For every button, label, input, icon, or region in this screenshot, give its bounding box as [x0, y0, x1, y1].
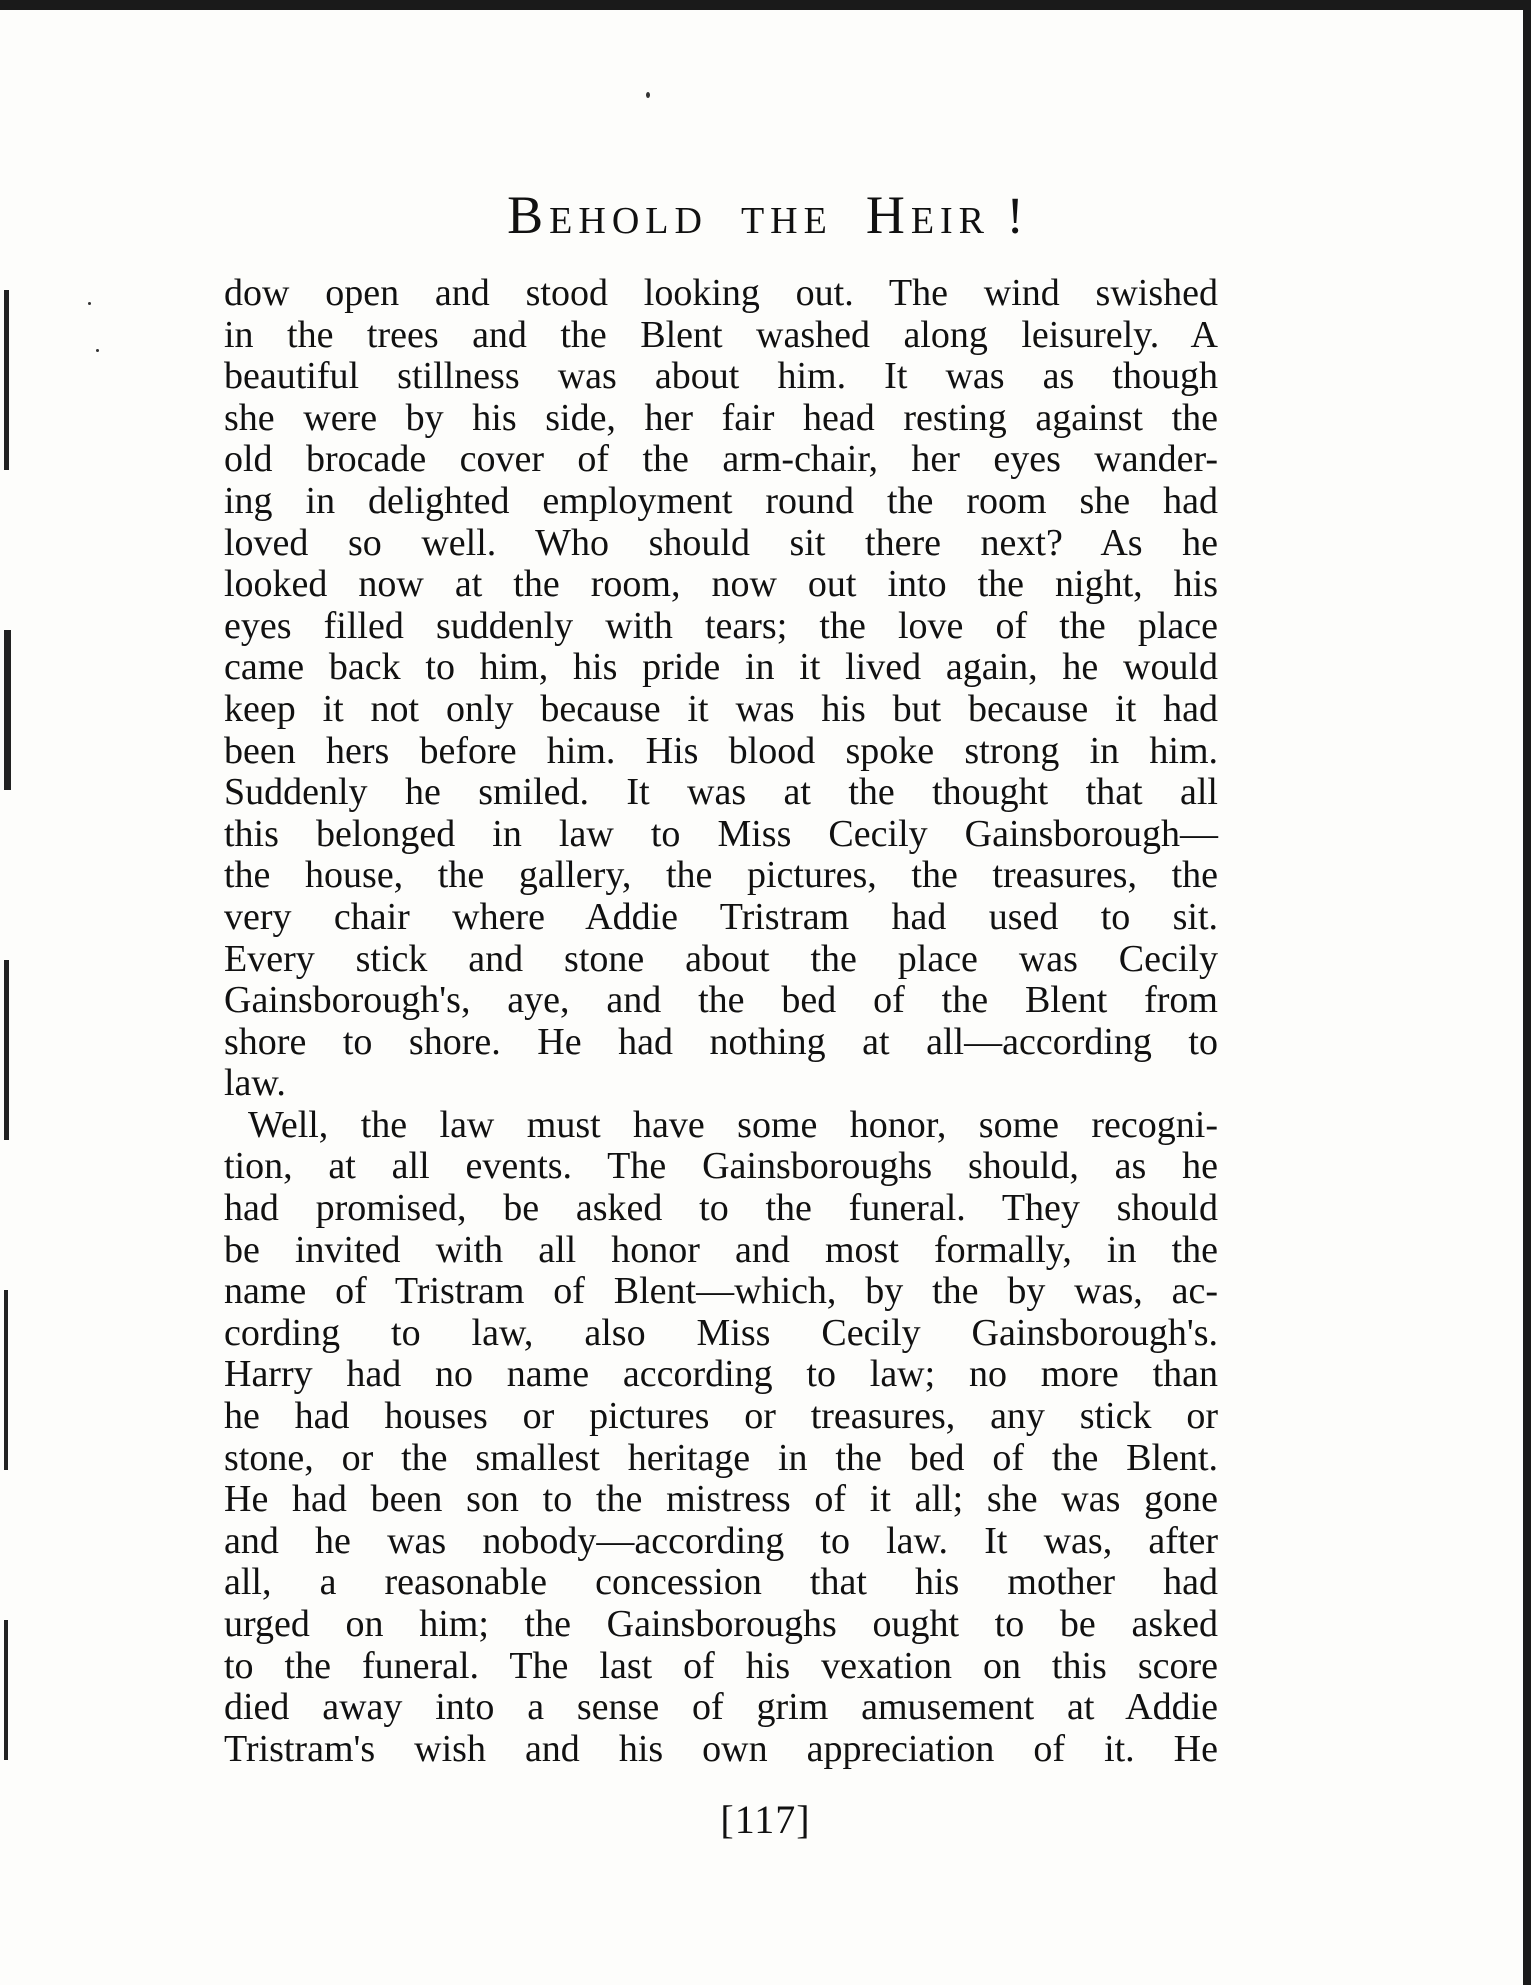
- page-number: [117]: [720, 1797, 811, 1842]
- paragraph: [224, 1105, 1218, 1771]
- text-line: eyes filled suddenly with tears; the love of the place: [224, 604, 1218, 647]
- text-line: had promised, be asked to the funeral. They should: [224, 1187, 1218, 1230]
- text-line: loved so well. Who should sit there next? As he: [224, 521, 1218, 564]
- text-line: urged on him; the Gainsboroughs ought to be asked: [224, 1603, 1218, 1645]
- text-line: looked now at the room, now out into the night, his: [224, 563, 1218, 606]
- running-head-word: EHOLD: [549, 200, 708, 242]
- text-line: Every stick and stone about the place was Cecily: [224, 937, 1218, 980]
- text-line: to the funeral. The last of his vexation on this score: [224, 1644, 1218, 1687]
- text-line: dow open and stood looking out. The wind swished: [224, 272, 1218, 314]
- text-line: be invited with all honor and most formally, in the: [224, 1228, 1218, 1271]
- running-head-punct: !: [1006, 188, 1024, 245]
- text-line: she were by his side, her fair head resting against the: [224, 396, 1218, 439]
- text-line: in the trees and the Blent washed along leisurely. A: [224, 313, 1218, 356]
- text-line: shore to shore. He had nothing at all—according to: [224, 1020, 1218, 1063]
- text-line: the house, the gallery, the pictures, the treasures, the: [224, 854, 1218, 897]
- text-line: name of Tristram of Blent—which, by the by was, ac-: [224, 1270, 1218, 1313]
- text-line: and he was nobody—according to law. It was, after: [224, 1519, 1218, 1562]
- scan-edge-mark: [4, 1290, 8, 1470]
- running-head: [0, 185, 1531, 245]
- scan-speck: [96, 349, 99, 352]
- text-line: Well, the law must have some honor, some recogni-: [248, 1103, 1218, 1146]
- text-line: he had houses or pictures or treasures, any stick or: [224, 1395, 1218, 1438]
- text-line: Tristram's wish and his own appreciation of it. He: [224, 1727, 1218, 1770]
- text-line: stone, or the smallest heritage in the bed of the Blent.: [224, 1436, 1218, 1479]
- running-head-word: THE: [740, 200, 833, 242]
- running-head-initial: H: [865, 185, 911, 245]
- text-line: died away into a sense of grim amusement at Addie: [224, 1686, 1218, 1729]
- text-line: came back to him, his pride in it lived again, he would: [224, 646, 1218, 689]
- body-text: [224, 273, 1218, 1770]
- text-line: tion, at all events. The Gainsboroughs should, as he: [224, 1145, 1218, 1188]
- scan-edge-mark: [4, 630, 11, 790]
- scan-speck: [646, 92, 650, 98]
- text-line: Harry had no name according to law; no more than: [224, 1353, 1218, 1396]
- running-head-initial: B: [507, 185, 550, 245]
- text-line: old brocade cover of the arm-chair, her eyes wander-: [224, 438, 1218, 481]
- running-head-word: EIR: [910, 200, 991, 242]
- text-line: very chair where Addie Tristram had used to sit.: [224, 895, 1218, 938]
- scan-edge-mark: [4, 960, 9, 1140]
- text-line: this belonged in law to Miss Cecily Gainsborough—: [224, 812, 1218, 855]
- text-line: beautiful stillness was about him. It was as though: [224, 355, 1218, 398]
- scan-edge-mark: [4, 290, 9, 470]
- text-line: Suddenly he smiled. It was at the thought that all: [224, 771, 1218, 814]
- paragraph: [224, 273, 1218, 1105]
- text-line: ing in delighted employment round the room she had: [224, 479, 1218, 522]
- text-line: all, a reasonable concession that his mother had: [224, 1561, 1218, 1604]
- text-line: cording to law, also Miss Cecily Gainsborough's.: [224, 1311, 1218, 1354]
- text-line: been hers before him. His blood spoke strong in him.: [224, 729, 1218, 772]
- scan-edge-mark: [4, 1620, 8, 1760]
- text-line: Gainsborough's, aye, and the bed of the Blent from: [224, 979, 1218, 1022]
- scan-border-right: [1523, 0, 1531, 1985]
- text-line: keep it not only because it was his but because it had: [224, 687, 1218, 730]
- text-line: law.: [224, 1062, 286, 1105]
- scan-border-top: [0, 0, 1531, 10]
- scan-speck: [88, 302, 91, 305]
- text-line: He had been son to the mistress of it all; she was gone: [224, 1478, 1218, 1521]
